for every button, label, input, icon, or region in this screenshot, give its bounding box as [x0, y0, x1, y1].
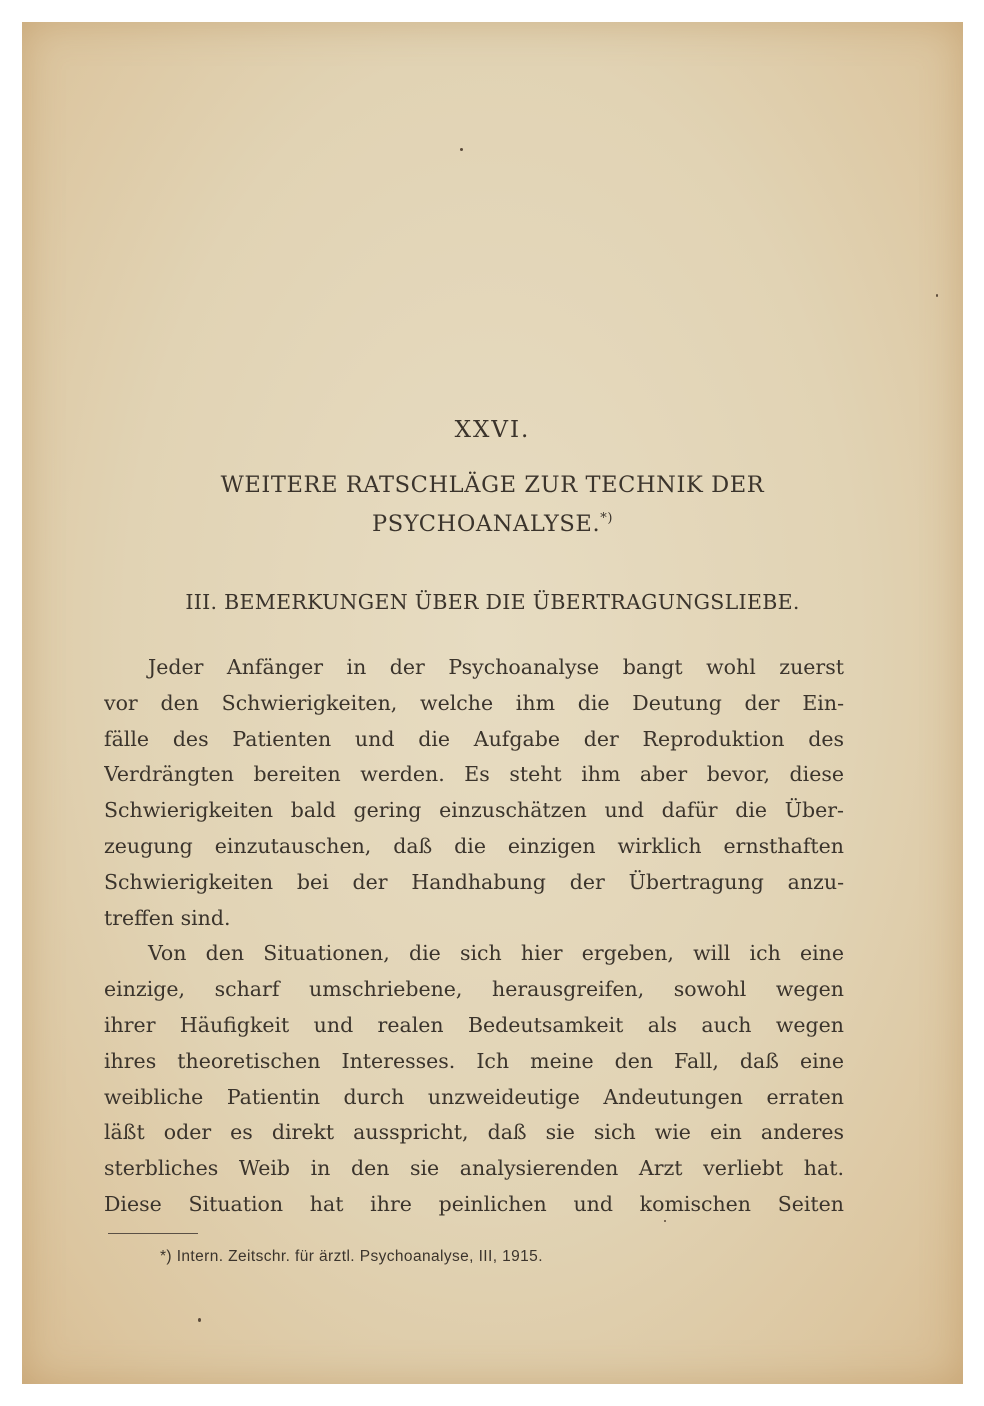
paragraph-1-line: zeugung einzutauschen, daß die einzigen wirklich ernsthaften — [104, 833, 844, 858]
paragraph-2-line: Von den Situationen, die sich hier ergeben, will ich eine — [148, 941, 844, 966]
paragraph-2-line: läßt oder es direkt ausspricht, daß sie sich wie ein anderes — [104, 1120, 844, 1145]
title-footnote-marker: *) — [600, 511, 613, 526]
book-page — [22, 22, 963, 1384]
paper-speck — [198, 1318, 201, 1322]
paragraph-2-line: sterbliches Weib in den sie analysierenden Arzt verliebt hat. — [104, 1156, 844, 1181]
paper-speck — [460, 148, 463, 151]
section-heading: III. BEMERKUNGEN ÜBER DIE ÜBERTRAGUNGSLIEBE. — [185, 590, 800, 614]
chapter-title-line-1: WEITERE RATSCHLÄGE ZUR TECHNIK DER — [220, 472, 765, 498]
chapter-title-line-2 — [22, 511, 963, 537]
body-text — [104, 650, 844, 1223]
paragraph-1-line: vor den Schwierigkeiten, welche ihm die Deutung der Ein- — [104, 690, 844, 715]
footnote-divider — [108, 1233, 198, 1234]
paper-speck — [936, 294, 938, 297]
footnote: *) Intern. Zeitschr. für ärztl. Psychoanalyse, III, 1915. — [160, 1248, 543, 1265]
chapter-title-text: PSYCHOANALYSE. — [371, 511, 601, 537]
paragraph-2-line: Diese Situation hat ihre peinlichen und komischen Seiten — [104, 1191, 844, 1216]
chapter-number: XXVI. — [454, 417, 531, 443]
paragraph-1-line: Schwierigkeiten bald gering einzuschätzen und dafür die Über- — [104, 798, 844, 823]
paragraph-1-line: fälle des Patienten und die Aufgabe der Reproduktion des — [104, 726, 844, 751]
paragraph-2-line: weibliche Patientin durch unzweideutige Andeutungen erraten — [104, 1084, 844, 1109]
paragraph-2-line: ihrer Häufigkeit und realen Bedeutsamkeit als auch wegen — [104, 1012, 844, 1037]
paper-speck — [664, 1220, 666, 1222]
paragraph-1-line: Verdrängten bereiten werden. Es steht ihm aber bevor, diese — [104, 762, 844, 787]
paragraph-2-line: einzige, scharf umschriebene, herausgreifen, sowohl wegen — [104, 977, 844, 1002]
paragraph-1-line: Schwierigkeiten bei der Handhabung der Übertragung anzu- — [104, 869, 844, 894]
paragraph-1-line: Jeder Anfänger in der Psychoanalyse bangt wohl zuerst — [148, 655, 844, 679]
paragraph-1-line: treffen sind. — [104, 905, 231, 930]
paragraph-2-line: ihres theoretischen Interesses. Ich meine den Fall, daß eine — [104, 1048, 844, 1073]
